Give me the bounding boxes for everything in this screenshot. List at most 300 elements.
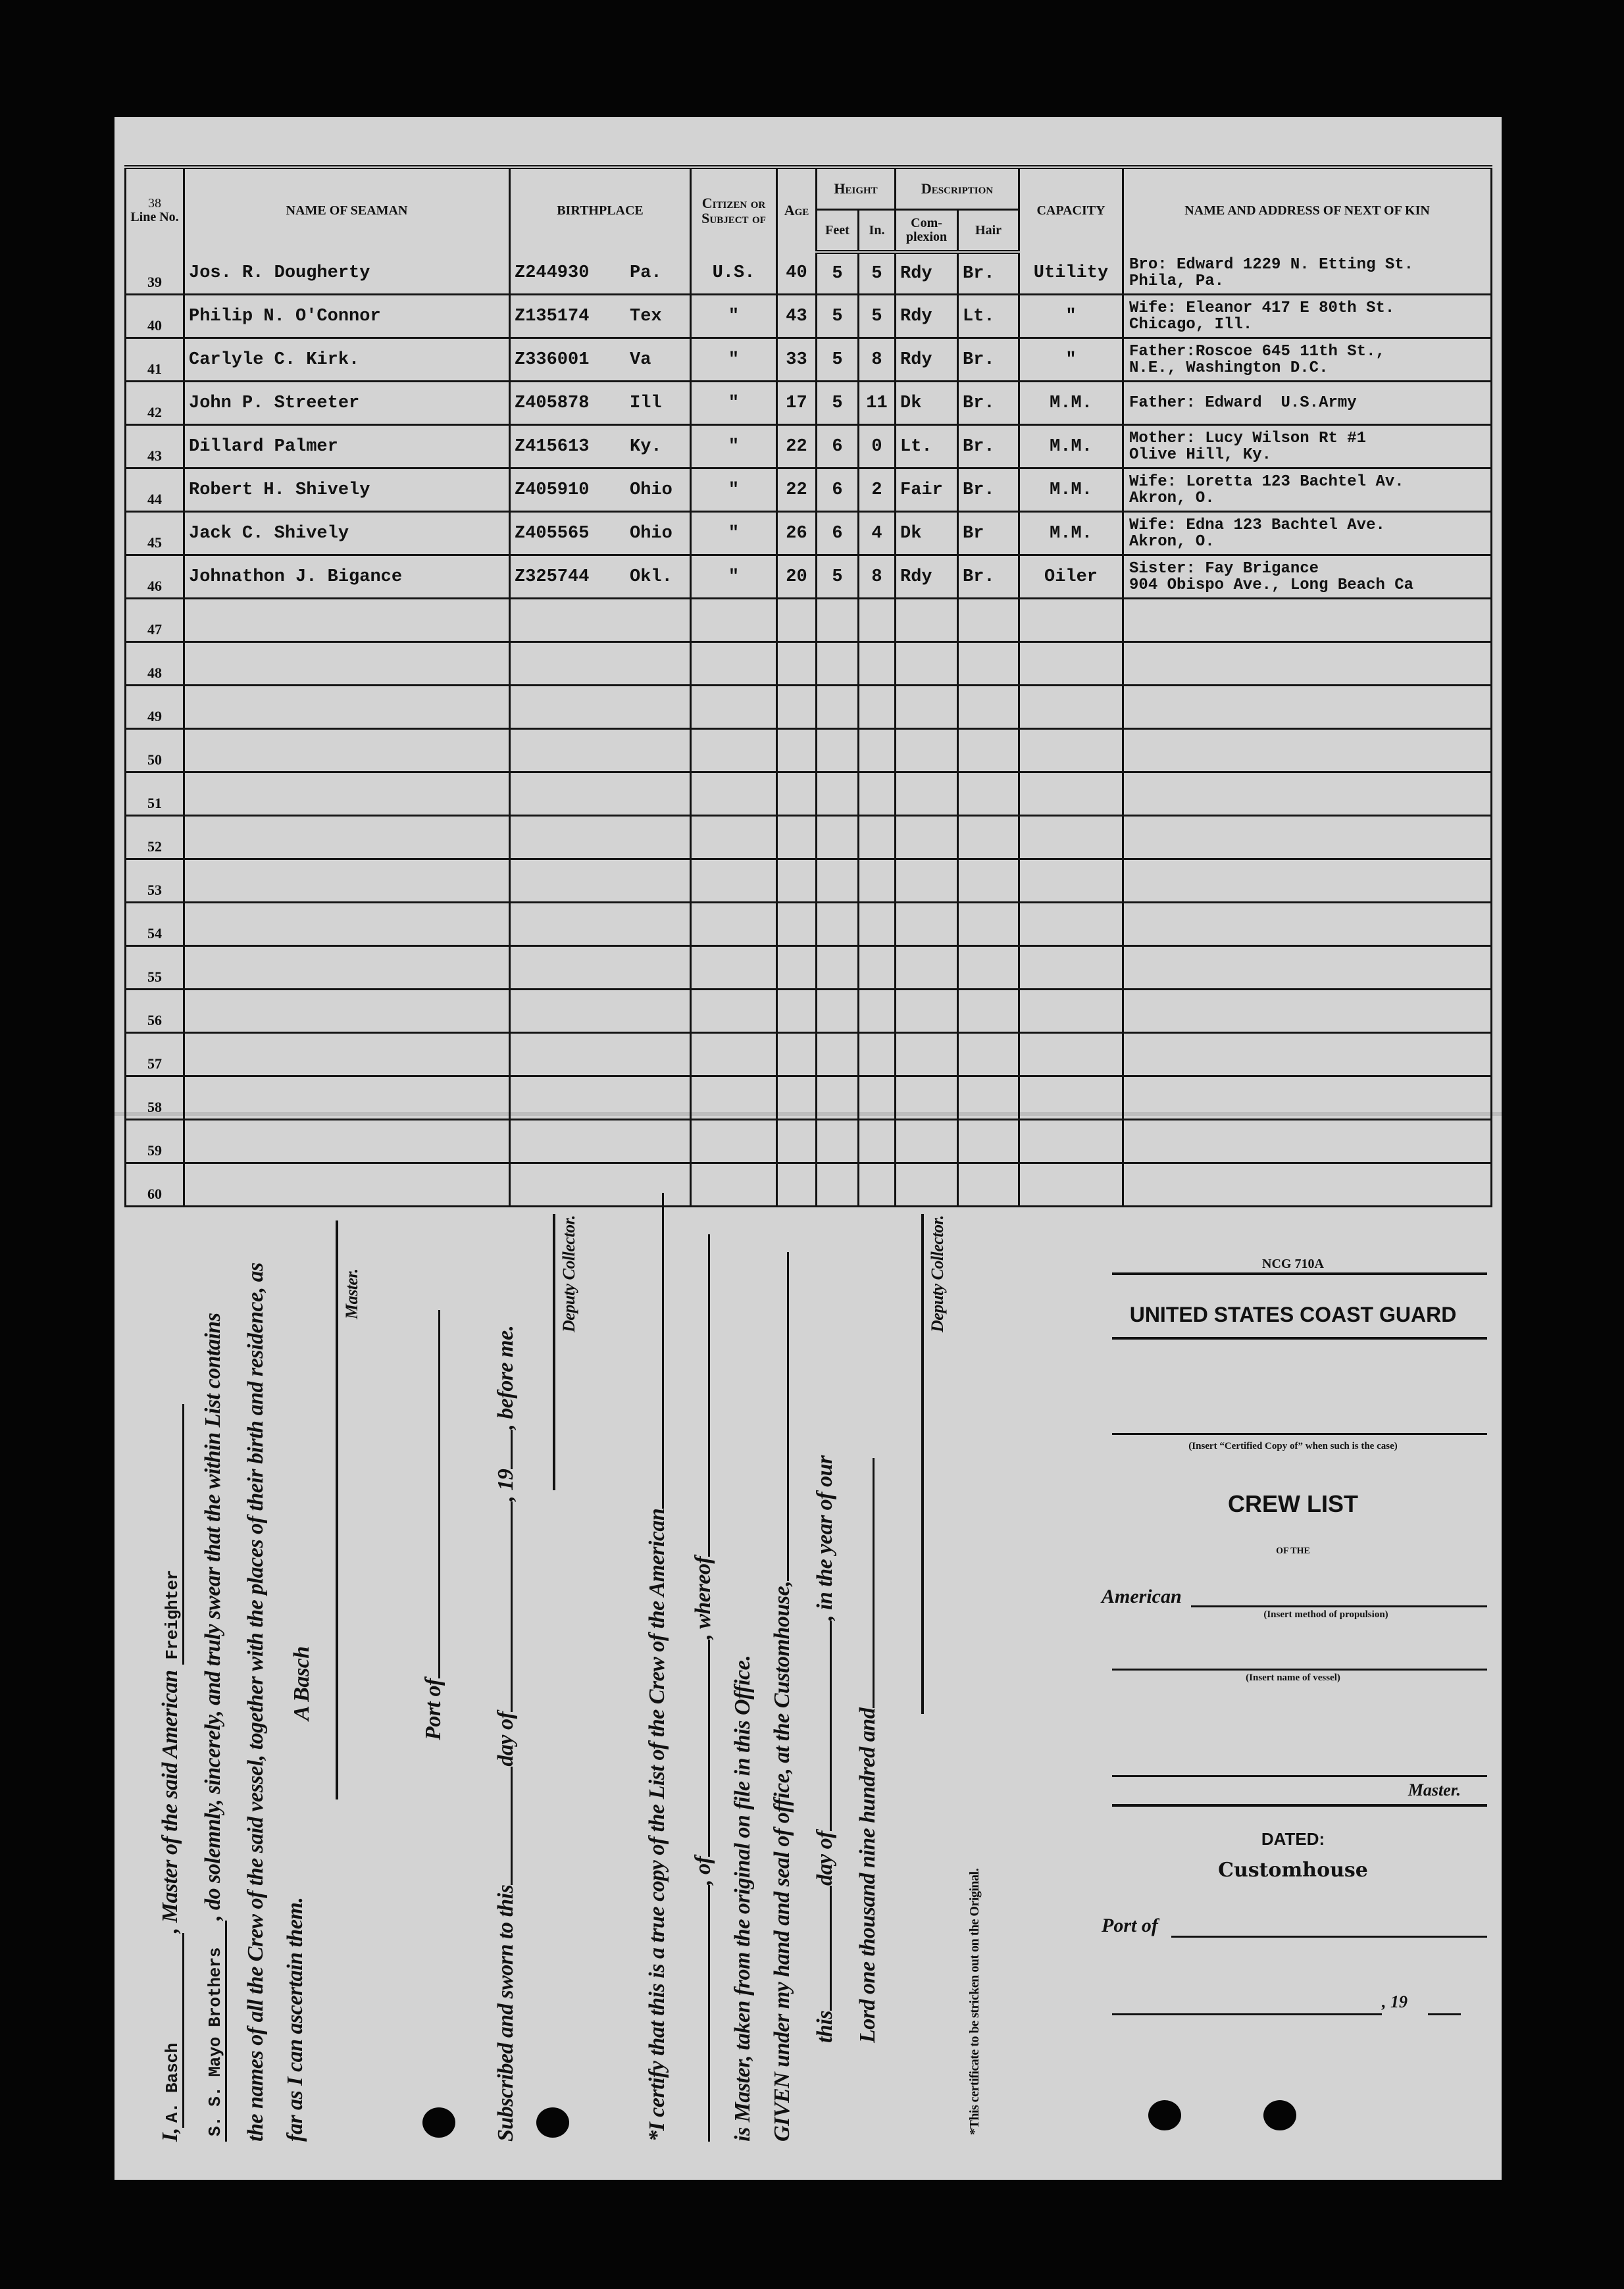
capacity-cell: M.M. (1019, 382, 1123, 425)
citizenship-cell (691, 1120, 777, 1163)
header-inches: In. (859, 210, 896, 253)
oath-line-2 (201, 1313, 227, 2142)
capacity-cell (1019, 772, 1123, 816)
oath-i: I, (158, 2128, 182, 2142)
next-of-kin-cell: Wife: Edna 123 Bachtel Ave. Akron, O. (1123, 512, 1492, 555)
age-cell (777, 1033, 817, 1076)
birthplace-cell (510, 338, 691, 382)
next-of-kin-cell: Wife: Eleanor 417 E 80th St. Chicago, Ill. (1123, 295, 1492, 338)
capacity-cell (1019, 990, 1123, 1033)
height-inches-cell (859, 1076, 896, 1120)
capacity-cell: Oiler (1019, 555, 1123, 599)
seaman-name-cell: John P. Streeter (184, 382, 510, 425)
header-citizen: Citizen or Subject of (691, 167, 777, 252)
age-cell (777, 772, 817, 816)
age-cell: 17 (777, 382, 817, 425)
age-cell: 20 (777, 555, 817, 599)
height-inches-cell: 8 (859, 555, 896, 599)
hair-cell (958, 729, 1019, 772)
next-of-kin-cell (1123, 642, 1492, 686)
table-row (126, 295, 1492, 338)
oath-line-1 (158, 1404, 184, 2142)
next-of-kin-cell (1123, 1120, 1492, 1163)
certificate-number: Z415613 (515, 436, 590, 457)
complexion-cell: Dk (896, 382, 958, 425)
crew-list-title: CREW LIST (1228, 1490, 1358, 1517)
height-inches-cell: 5 (859, 295, 896, 338)
certify-blank-3 (708, 1234, 710, 1557)
master-name-field: A. Basch (163, 1933, 184, 2128)
master-signature: A Basch (290, 1646, 314, 1721)
cover-year-blank (1428, 2013, 1461, 2015)
line-number-cell: 46 (126, 555, 184, 599)
complexion-cell: Rdy (896, 252, 958, 295)
height-feet-cell: 6 (817, 425, 859, 468)
next-of-kin-cell: Wife: Loretta 123 Bachtel Av. Akron, O. (1123, 468, 1492, 512)
complexion-cell (896, 772, 958, 816)
capacity-cell (1019, 1120, 1123, 1163)
header-hair: Hair (958, 210, 1019, 253)
birthplace-cell (510, 555, 691, 599)
birthplace-cell (510, 729, 691, 772)
height-inches-cell: 0 (859, 425, 896, 468)
height-feet-cell (817, 1033, 859, 1076)
table-row (126, 859, 1492, 903)
master-blank (1112, 1775, 1487, 1777)
table-row (126, 555, 1492, 599)
cover-year-label: , 19 (1382, 1992, 1408, 2011)
capacity-cell (1019, 1076, 1123, 1120)
certify-line-3: is Master, taken from the original on file in this Office. (730, 1655, 755, 2142)
complexion-cell (896, 946, 958, 990)
next-of-kin-cell (1123, 946, 1492, 990)
cert-day-blank (830, 1886, 832, 2011)
cert-year-blank (873, 1458, 875, 1708)
height-feet-cell (817, 642, 859, 686)
birthplace-cell (510, 1033, 691, 1076)
height-feet-cell (817, 990, 859, 1033)
age-cell (777, 729, 817, 772)
seaman-name-cell (184, 1120, 510, 1163)
customhouse-blank (787, 1252, 789, 1581)
certificate-number: Z336001 (515, 349, 590, 370)
header-description: Description (896, 167, 1019, 210)
complexion-cell: Rdy (896, 555, 958, 599)
line-number-cell: 44 (126, 468, 184, 512)
table-row (126, 686, 1492, 729)
seaman-name-cell: Jack C. Shively (184, 512, 510, 555)
height-feet-cell (817, 1076, 859, 1120)
next-of-kin-cell: Bro: Edward 1229 N. Etting St. Phila, Pa. (1123, 252, 1492, 295)
certify-vessel-blank (662, 1193, 664, 1509)
seaman-name-cell (184, 859, 510, 903)
header-height: Height (817, 167, 896, 210)
table-row (126, 816, 1492, 859)
birth-state: Ohio (630, 480, 672, 500)
line-number-cell: 52 (126, 816, 184, 859)
complexion-cell: Rdy (896, 338, 958, 382)
certificate-number: Z405565 (515, 523, 590, 543)
hair-cell (958, 990, 1019, 1033)
height-inches-cell (859, 1033, 896, 1076)
citizenship-cell (691, 946, 777, 990)
birth-state: Ky. (630, 436, 662, 457)
line-number-cell: 41 (126, 338, 184, 382)
next-of-kin-cell (1123, 599, 1492, 642)
citizenship-cell: " (691, 382, 777, 425)
oath-subscribed (494, 1325, 519, 2142)
cert-deputy-label: Deputy Collector. (928, 1215, 947, 1332)
citizenship-cell: " (691, 425, 777, 468)
seaman-name-cell (184, 642, 510, 686)
line-number-cell: 48 (126, 642, 184, 686)
capacity-cell: M.M. (1019, 512, 1123, 555)
certify-blank-2 (708, 1640, 710, 1857)
height-inches-cell (859, 729, 896, 772)
year-of-our: , in the year of our (813, 1455, 837, 1621)
capacity-cell (1019, 729, 1123, 772)
complexion-cell: Lt. (896, 425, 958, 468)
birth-state: Okl. (630, 566, 672, 587)
table-row (126, 903, 1492, 946)
line-38-label: 38 (148, 196, 161, 211)
complexion-cell (896, 903, 958, 946)
height-inches-cell: 4 (859, 512, 896, 555)
certificate-number: Z244930 (515, 263, 590, 283)
hair-cell (958, 599, 1019, 642)
citizenship-cell (691, 859, 777, 903)
birthplace-cell (510, 468, 691, 512)
vessel-name-field: S. S. Mayo Brothers (205, 1921, 227, 2142)
height-feet-cell (817, 816, 859, 859)
table-row (126, 512, 1492, 555)
seaman-name-cell (184, 1033, 510, 1076)
line-number-cell: 51 (126, 772, 184, 816)
citizenship-cell (691, 729, 777, 772)
citizenship-cell: U.S. (691, 252, 777, 295)
certify-blank-1 (708, 1885, 710, 2142)
citizenship-cell (691, 772, 777, 816)
capacity-cell (1019, 1033, 1123, 1076)
age-cell (777, 686, 817, 729)
header-line-no (126, 167, 184, 252)
height-feet-cell (817, 1120, 859, 1163)
line-number-cell: 54 (126, 903, 184, 946)
age-cell (777, 1076, 817, 1120)
next-of-kin-cell (1123, 1033, 1492, 1076)
oath-line-3: the names of all the Crew of the said vessel, together with the places of their birth and residence, as (243, 1263, 268, 2142)
of-the-label: OF THE (1276, 1546, 1310, 1556)
next-of-kin-cell: Father: Edward U.S.Army (1123, 382, 1492, 425)
citizenship-cell (691, 990, 777, 1033)
line-number-cell: 40 (126, 295, 184, 338)
seaman-name-cell (184, 686, 510, 729)
line-number-cell: 55 (126, 946, 184, 990)
capacity-cell: Utility (1019, 252, 1123, 295)
height-inches-cell: 2 (859, 468, 896, 512)
seaman-name-cell: Dillard Palmer (184, 425, 510, 468)
height-inches-cell: 5 (859, 252, 896, 295)
capacity-cell: M.M. (1019, 425, 1123, 468)
certificate-number: Z405878 (515, 393, 590, 413)
hair-cell (958, 642, 1019, 686)
line-number-cell: 59 (126, 1120, 184, 1163)
table-row (126, 252, 1492, 295)
hair-cell (958, 1120, 1019, 1163)
hair-cell: Br (958, 512, 1019, 555)
citizenship-cell (691, 816, 777, 859)
certificate-number: Z325744 (515, 566, 590, 587)
next-of-kin-cell (1123, 729, 1492, 772)
birthplace-cell (510, 1076, 691, 1120)
american-label: American (1102, 1586, 1182, 1607)
birthplace-cell (510, 382, 691, 425)
height-feet-cell: 5 (817, 338, 859, 382)
hair-cell (958, 903, 1019, 946)
table-row (126, 1076, 1492, 1120)
birthplace-cell (510, 686, 691, 729)
agency-title: UNITED STATES COAST GUARD (1129, 1303, 1457, 1326)
table-row (126, 338, 1492, 382)
age-cell (777, 1120, 817, 1163)
age-cell (777, 642, 817, 686)
day-of-label: day of (494, 1711, 518, 1767)
birthplace-cell (510, 642, 691, 686)
seaman-name-cell (184, 903, 510, 946)
complexion-cell: Rdy (896, 295, 958, 338)
form-number: NCG 710A (1262, 1257, 1324, 1271)
line-number-cell: 49 (126, 686, 184, 729)
birth-state: Tex (630, 306, 662, 326)
seaman-name-cell (184, 1076, 510, 1120)
next-of-kin-cell (1123, 990, 1492, 1033)
seaman-name-cell: Carlyle C. Kirk. (184, 338, 510, 382)
line-number-cell: 39 (126, 252, 184, 295)
next-of-kin-cell: Father:Roscoe 645 11th St., N.E., Washington D.C. (1123, 338, 1492, 382)
vessel-name-blank (1112, 1669, 1487, 1671)
birth-state: Va (630, 349, 651, 370)
certificate-number: Z405910 (515, 480, 590, 500)
cover-port-of-label: Port of (1102, 1915, 1158, 1936)
vessel-hint: (Insert name of vessel) (1246, 1673, 1340, 1683)
next-of-kin-cell (1123, 1076, 1492, 1120)
certificate-footnote: *This certificate to be stricken out on the Original. (967, 1868, 982, 2135)
seaman-name-cell: Johnathon J. Bigance (184, 555, 510, 599)
vessel-type-field: Freighter (163, 1404, 184, 1665)
complexion-cell (896, 729, 958, 772)
line-number-cell: 57 (126, 1033, 184, 1076)
height-inches-cell: 8 (859, 338, 896, 382)
port-of-blank (438, 1310, 440, 1678)
capacity-cell (1019, 816, 1123, 859)
line-no-label: Line No. (130, 210, 179, 224)
complexion-cell (896, 816, 958, 859)
height-feet-cell (817, 859, 859, 903)
line-number-cell: 56 (126, 990, 184, 1033)
seaman-name-cell (184, 729, 510, 772)
header-feet: Feet (817, 210, 859, 253)
citizenship-cell: " (691, 338, 777, 382)
age-cell (777, 903, 817, 946)
height-feet-cell: 5 (817, 382, 859, 425)
table-row (126, 1120, 1492, 1163)
hair-cell: Br. (958, 382, 1019, 425)
given-text: GIVEN under my hand and seal of office, at the Customhouse, (770, 1580, 794, 2142)
height-feet-cell: 5 (817, 555, 859, 599)
birth-state: Ill (630, 393, 662, 413)
punch-hole (422, 2107, 455, 2138)
capacity-cell: " (1019, 338, 1123, 382)
complexion-cell (896, 859, 958, 903)
seaman-name-cell: Jos. R. Dougherty (184, 252, 510, 295)
punch-hole (1148, 2100, 1181, 2130)
cert-month-blank (830, 1621, 832, 1831)
age-cell (777, 816, 817, 859)
crew-rows (126, 252, 1492, 1207)
table-row (126, 468, 1492, 512)
age-cell (777, 946, 817, 990)
propulsion-hint: (Insert method of propulsion) (1263, 1609, 1388, 1620)
height-feet-cell (817, 903, 859, 946)
seaman-name-cell (184, 990, 510, 1033)
table-row (126, 729, 1492, 772)
line-number-cell: 42 (126, 382, 184, 425)
line-number-cell: 53 (126, 859, 184, 903)
capacity-cell (1019, 903, 1123, 946)
certificate-number: Z135174 (515, 306, 590, 326)
hair-cell: Br. (958, 252, 1019, 295)
height-feet-cell: 6 (817, 468, 859, 512)
citizenship-cell: " (691, 468, 777, 512)
next-of-kin-cell (1123, 772, 1492, 816)
table-row (126, 946, 1492, 990)
age-cell: 33 (777, 338, 817, 382)
line-number-cell: 60 (126, 1163, 184, 1207)
hair-cell: Br. (958, 555, 1019, 599)
dated-label: DATED: (1261, 1829, 1325, 1849)
height-inches-cell (859, 859, 896, 903)
hair-cell: Br. (958, 425, 1019, 468)
customhouse-label: Customhouse (1218, 1859, 1368, 1882)
cert-deputy-line (921, 1214, 924, 1714)
citizenship-cell: " (691, 295, 777, 338)
birthplace-cell (510, 772, 691, 816)
cover-master-label: Master. (1408, 1780, 1461, 1799)
birthplace-cell (510, 946, 691, 990)
capacity-cell: " (1019, 295, 1123, 338)
birth-state: Pa. (630, 263, 662, 283)
height-inches-cell (859, 903, 896, 946)
table-row (126, 1033, 1492, 1076)
certify-line-4 (770, 1252, 795, 2142)
header-name: NAME OF SEAMAN (184, 167, 510, 252)
seaman-name-cell (184, 772, 510, 816)
header-age: Age (777, 167, 817, 252)
certified-copy-hint: (Insert “Certified Copy of” when such is the case) (1188, 1441, 1398, 1451)
hair-cell (958, 772, 1019, 816)
birthplace-cell (510, 859, 691, 903)
header-capacity: CAPACITY (1019, 167, 1123, 252)
certify-of: , of (691, 1856, 715, 1885)
oath-line-4: far as I can ascertain them. (283, 1897, 307, 2142)
birthplace-cell (510, 599, 691, 642)
year-label: , 19 (494, 1469, 518, 1501)
capacity-cell (1019, 946, 1123, 990)
certify-whereof: , whereof (691, 1556, 715, 1640)
citizenship-cell (691, 686, 777, 729)
hair-cell: Br. (958, 338, 1019, 382)
day-blank (511, 1767, 513, 1885)
complexion-cell (896, 1076, 958, 1120)
capacity-cell (1019, 686, 1123, 729)
cover-date-blank (1112, 2013, 1382, 2015)
hair-cell (958, 946, 1019, 990)
seaman-name-cell (184, 816, 510, 859)
before-me-label: , before me. (494, 1325, 518, 1430)
table-row (126, 642, 1492, 686)
next-of-kin-cell: Mother: Lucy Wilson Rt #1 Olive Hill, Ky. (1123, 425, 1492, 468)
rule (1112, 1337, 1487, 1340)
hair-cell (958, 1033, 1019, 1076)
capacity-cell (1019, 599, 1123, 642)
birthplace-cell (510, 295, 691, 338)
master-label: Master. (342, 1269, 361, 1319)
line-number-cell: 58 (126, 1076, 184, 1120)
certify-line-2 (691, 1234, 716, 2142)
punch-hole (536, 2107, 569, 2138)
birthplace-cell (510, 990, 691, 1033)
complexion-cell (896, 686, 958, 729)
hair-cell: Lt. (958, 295, 1019, 338)
year-blank (511, 1430, 513, 1469)
seaman-name-cell: Philip N. O'Connor (184, 295, 510, 338)
age-cell: 22 (777, 425, 817, 468)
certify-line-6 (855, 1458, 880, 2043)
height-feet-cell: 5 (817, 252, 859, 295)
this-label: this (813, 2010, 837, 2043)
birthplace-cell (510, 512, 691, 555)
table-row (126, 425, 1492, 468)
seaman-name-cell (184, 946, 510, 990)
height-feet-cell (817, 599, 859, 642)
signature-line (336, 1220, 338, 1799)
hair-cell (958, 859, 1019, 903)
height-feet-cell: 6 (817, 512, 859, 555)
birth-state: Ohio (630, 523, 672, 543)
capacity-cell: M.M. (1019, 468, 1123, 512)
line-number-cell: 43 (126, 425, 184, 468)
cert-day-of: day of (813, 1831, 837, 1886)
age-cell (777, 859, 817, 903)
age-cell: 26 (777, 512, 817, 555)
next-of-kin-cell (1123, 1163, 1492, 1207)
deputy-signature-line (553, 1214, 555, 1490)
height-inches-cell (859, 599, 896, 642)
age-cell: 40 (777, 252, 817, 295)
lord-text: Lord one thousand nine hundred and (855, 1707, 880, 2043)
height-inches-cell (859, 686, 896, 729)
port-of-label: Port of (421, 1678, 445, 1740)
complexion-cell (896, 1033, 958, 1076)
header-birthplace: BIRTHPLACE (510, 167, 691, 252)
capacity-cell (1019, 642, 1123, 686)
height-inches-cell (859, 1120, 896, 1163)
hair-cell (958, 686, 1019, 729)
height-feet-cell: 5 (817, 295, 859, 338)
birthplace-cell (510, 425, 691, 468)
next-of-kin-cell: Sister: Fay Brigance 904 Obispo Ave., Long Beach Ca (1123, 555, 1492, 599)
height-feet-cell (817, 772, 859, 816)
